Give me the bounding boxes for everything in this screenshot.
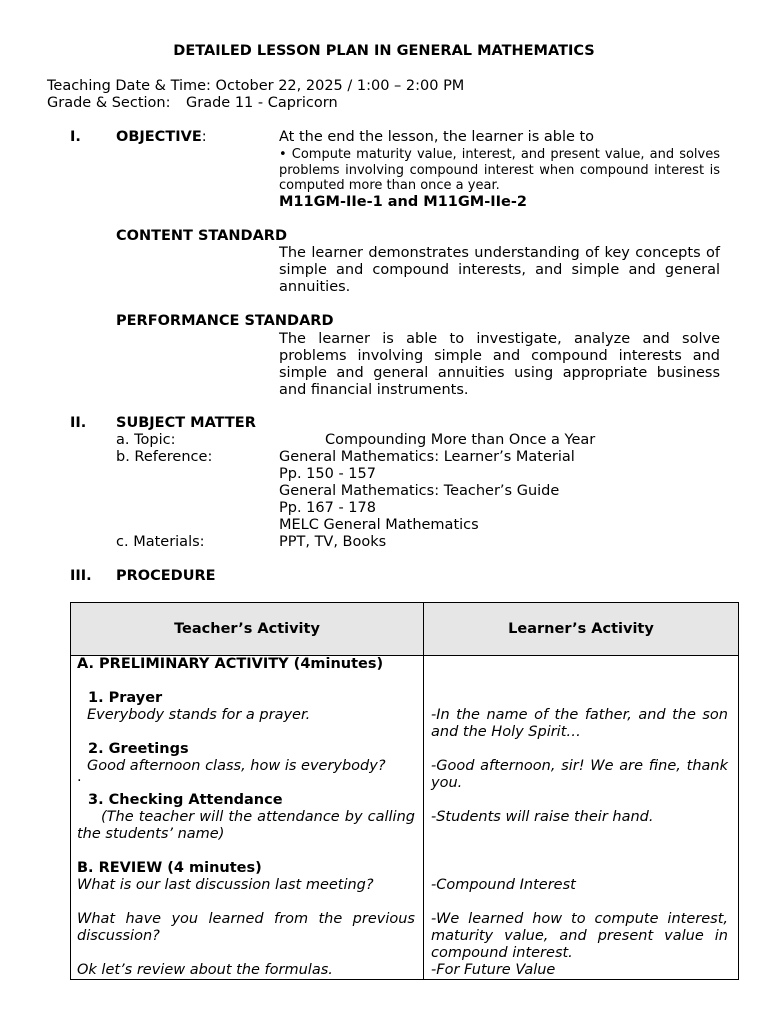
reference-line: General Mathematics: Learner’s Material (279, 449, 575, 465)
materials-label: c. Materials: (116, 534, 205, 550)
review-question: What is our last discussion last meeting? (77, 877, 374, 893)
grade-section-label: Grade & Section: (47, 95, 171, 111)
teacher-activity-header: Teacher’s Activity (71, 603, 424, 656)
learner-activity-cell (424, 656, 739, 980)
section-numeral-2: II. (70, 415, 87, 431)
prayer-text: Everybody stands for a prayer. (87, 707, 311, 723)
reference-line: General Mathematics: Teacher’s Guide (279, 483, 560, 499)
objective-colon: : (201, 129, 207, 145)
preliminary-activity-heading: A. PRELIMINARY ACTIVITY (4minutes) (77, 656, 384, 672)
reference-label: b. Reference: (116, 449, 213, 465)
reference-line: MELC General Mathematics (279, 517, 479, 533)
content-standard-heading: CONTENT STANDARD (116, 228, 287, 244)
content-standard-text: The learner demonstrates understanding of key concepts of simple and compound interests, and simple and general annuities. (279, 245, 720, 295)
procedure-heading: PROCEDURE (116, 568, 216, 584)
review-response: -We learned how to compute interest, maturity value, and present value in compound interest. (431, 911, 728, 961)
grade-section-value: Grade 11 - Capricorn (186, 95, 338, 111)
subject-matter-heading: SUBJECT MATTER (116, 415, 256, 431)
objective-intro: At the end the lesson, the learner is able to (279, 129, 595, 145)
objective-bullet: • Compute maturity value, interest, and present value, and solves problems involving compound interest when compound interest is computed more than once a year. (279, 147, 720, 193)
procedure-table (70, 602, 739, 980)
reference-line: Pp. 150 - 157 (279, 466, 376, 482)
review-question: What have you learned from the previous discussion? (77, 911, 415, 944)
materials-value: PPT, TV, Books (279, 534, 387, 550)
objective-heading: OBJECTIVE (116, 129, 202, 145)
greetings-response: -Good afternoon, sir! We are fine, thank you. (431, 758, 728, 791)
greetings-text: Good afternoon class, how is everybody? (87, 758, 386, 774)
table-header-row (71, 603, 739, 656)
review-response: -Compound Interest (431, 877, 576, 893)
teacher-activity-cell (71, 656, 424, 980)
reference-line: Pp. 167 - 178 (279, 500, 376, 516)
section-numeral-1: I. (70, 129, 81, 145)
prayer-heading: 1. Prayer (88, 690, 163, 706)
document-title: DETAILED LESSON PLAN IN GENERAL MATHEMATICS (173, 43, 595, 59)
review-response: -For Future Value (431, 962, 556, 978)
table-row (71, 656, 739, 980)
teaching-date-time: Teaching Date & Time: October 22, 2025 / 1:00 – 2:00 PM (47, 78, 465, 94)
attendance-text: (The teacher will the attendance by calling the students’ name) (77, 809, 415, 842)
learner-activity-header: Learner’s Activity (424, 603, 739, 656)
stray-dot: . (77, 769, 82, 785)
attendance-heading: 3. Checking Attendance (88, 792, 283, 808)
objective-heading-wrap (116, 129, 207, 145)
performance-standard-text: The learner is able to investigate, analyze and solve problems involving simple and compound interests and simple and general annuities using appropriate business and financial instruments. (279, 331, 720, 398)
performance-standard-heading: PERFORMANCE STANDARD (116, 313, 334, 329)
review-question: Ok let’s review about the formulas. (77, 962, 333, 978)
attendance-response: -Students will raise their hand. (431, 809, 654, 825)
topic-value: Compounding More than Once a Year (325, 432, 596, 448)
greetings-heading: 2. Greetings (88, 741, 189, 757)
review-heading: B. REVIEW (4 minutes) (77, 860, 262, 876)
competency-codes: M11GM-IIe-1 and M11GM-IIe-2 (279, 194, 527, 210)
section-numeral-3: III. (70, 568, 92, 584)
topic-label: a. Topic: (116, 432, 176, 448)
prayer-response: -In the name of the father, and the son and the Holy Spirit… (431, 707, 728, 740)
